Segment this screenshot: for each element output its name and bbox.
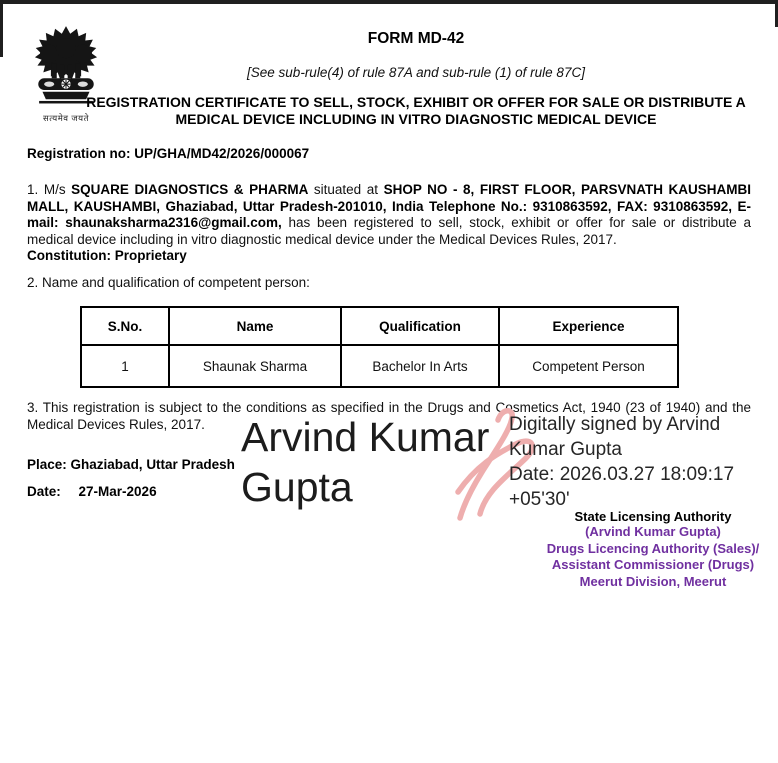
column-header-name: Name	[169, 307, 341, 345]
firm-name-text: SQUARE DIAGNOSTICS & PHARMA	[71, 182, 309, 197]
clause-1-rest: has been registered to sell, stock, exhibit or offer for sale or distribute a medical device including in vitro diagnostic medical device under the Medical Devices Rules, 2017.	[27, 215, 751, 247]
cell-sno: 1	[81, 345, 169, 387]
subrule-reference: [See sub-rule(4) of rule 87A and sub-rule (1) of rule 87C]	[247, 65, 585, 80]
document-header	[85, 30, 747, 127]
digitally-signed-line: Digitally signed by Arvind Kumar Gupta	[509, 414, 721, 460]
column-header-sno: S.No.	[81, 307, 169, 345]
authority-signatory-name: (Arvind Kumar Gupta)	[585, 524, 721, 539]
certificate-heading: REGISTRATION CERTIFICATE TO SELL, STOCK, EXHIBIT OR OFFER FOR SALE OR DISTRIBUTE A MEDICAL DEVICE INCLUDING IN VITRO DIAGNOSTIC MEDICAL DEVICE	[86, 94, 746, 127]
digitally-signed-date: Date: 2026.03.27 18:09:17 +05'30'	[509, 464, 735, 510]
place-value: Ghaziabad, Uttar Pradesh	[70, 457, 235, 472]
page-border-left	[0, 0, 3, 57]
clause-2: 2. Name and qualification of competent person:	[27, 275, 310, 290]
authority-title: State Licensing Authority	[574, 509, 732, 524]
constitution-line: Constitution: Proprietary	[27, 248, 187, 263]
date-value: 27-Mar-2026	[78, 484, 157, 499]
authority-division: Meerut Division, Meerut	[579, 573, 727, 589]
place-label: Place:	[27, 457, 67, 472]
registration-number: UP/GHA/MD42/2026/000067	[134, 146, 310, 161]
clause-1	[27, 182, 751, 265]
date-label: Date:	[27, 484, 61, 499]
registration-label: Registration no:	[27, 146, 131, 161]
column-header-experience: Experience	[499, 307, 678, 345]
firm-address-text: SHOP NO - 8, FIRST FLOOR, PARSVNATH KAUSHAMBI MALL, KAUSHAMBI, Ghaziabad, Uttar Pradesh-201010, India Telephone No.: 9310863592, FAX: 9310863592, E-mail: shaunaksharma2316@gmail.com,	[27, 182, 752, 230]
table-header-row	[81, 307, 678, 345]
page-border-top	[0, 0, 778, 4]
clause-1-intro: 1. M/s	[27, 182, 72, 197]
signature-name-line-1: Arvind Kumar	[241, 414, 490, 460]
competent-person-table	[80, 306, 679, 388]
date-line	[27, 484, 157, 499]
cell-name: Shaunak Sharma	[169, 345, 341, 387]
clause-1-paragraph	[27, 182, 751, 248]
clause-3: 3. This registration is subject to the conditions as specified in the Drugs and Cosmetics Act, 1940 (23 of 1940) and the Medical Devices Rules, 2017.	[27, 400, 751, 432]
clause-1-situated: situated at	[308, 182, 384, 197]
authority-designation-2: Assistant Commissioner (Drugs)	[551, 557, 755, 572]
table-row	[81, 345, 678, 387]
form-title: FORM MD-42	[367, 30, 465, 47]
signature-name-line-2: Gupta	[241, 464, 353, 510]
digitally-signed-text	[509, 412, 741, 512]
authority-block	[536, 510, 770, 590]
emblem-motto: सत्यमेव जयते	[43, 113, 89, 123]
column-header-qualification: Qualification	[341, 307, 499, 345]
cell-qualification: Bachelor In Arts	[341, 345, 499, 387]
place-line	[27, 457, 235, 472]
authority-designation-1: Drugs Licencing Authority (Sales)/	[546, 540, 760, 556]
registration-number-line	[27, 146, 309, 161]
cell-experience: Competent Person	[499, 345, 678, 387]
